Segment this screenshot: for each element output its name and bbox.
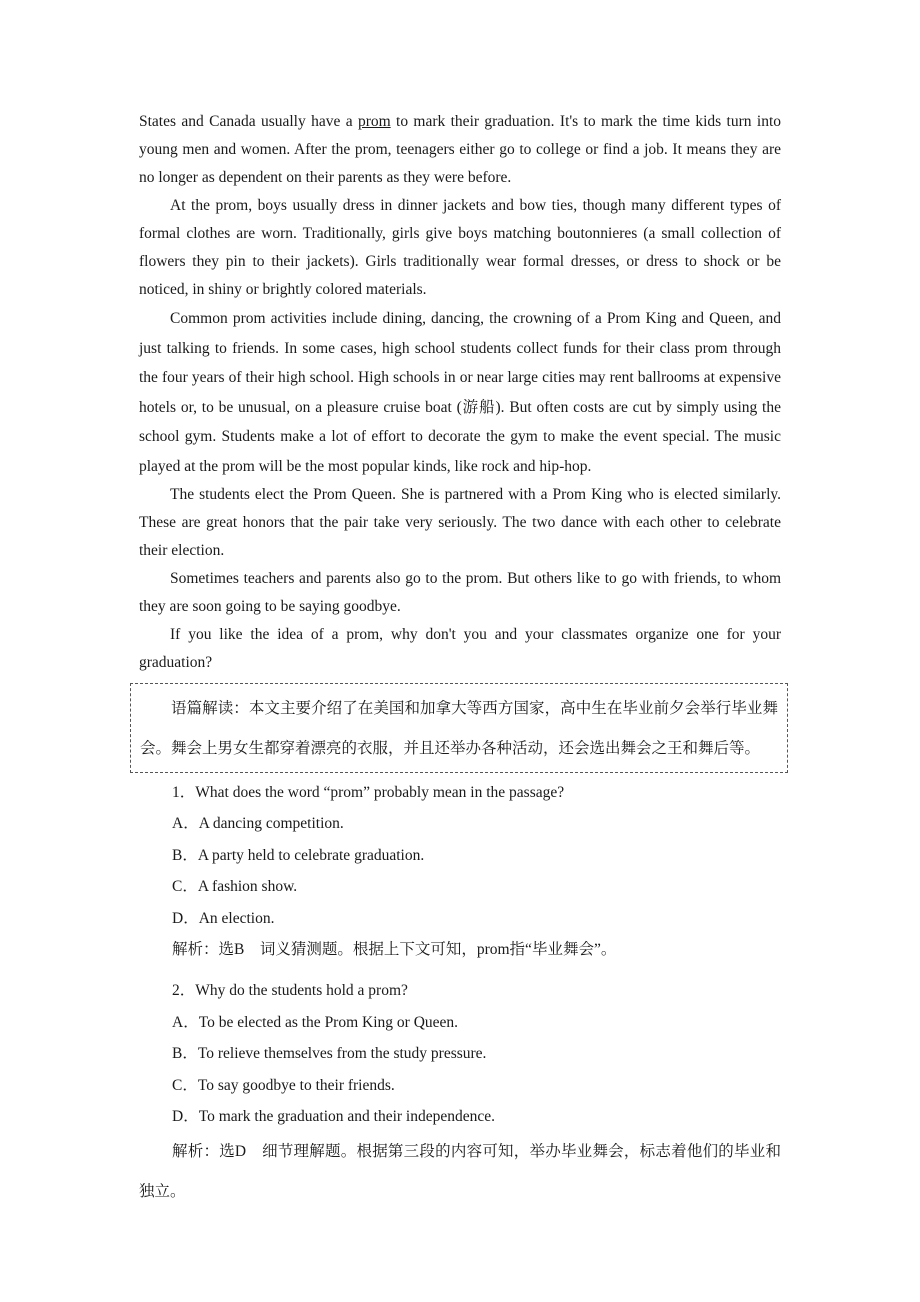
passage-paragraph-2: At the prom, boys usually dress in dinner jackets and bow ties, though many different types of formal clothes are worn. Traditionally, girls give boys matching boutonnieres (a small collection of flowers they pin to their jackets). Girls traditionally wear formal dresses, or dress to shock or be noticed, in shiny or brightly colored materials. bbox=[139, 197, 781, 298]
summary-box bbox=[130, 683, 788, 773]
passage-paragraph-3: Common prom activities include dining, dancing, the crowning of a Prom King and Queen, and just talking to friends. In some cases, high school students collect funds for their class prom through the four years of their high school. High schools in or near large cities may rent ballrooms at expensive hotels or, to be unusual, on a pleasure cruise boat (游船). But often costs are cut by simply using the school gym. Students make a lot of effort to decorate the gym to make the event special. The music played at the prom will be the most popular kinds, like rock and hip-hop. bbox=[139, 310, 781, 475]
summary-text: 语篇解读：本文主要介绍了在美国和加拿大等西方国家，高中生在毕业前夕会举行毕业舞会。舞会上男女生都穿着漂亮的衣服，并且还举办各种活动，还会选出舞会之王和舞后等。 bbox=[140, 699, 778, 757]
option-b: B．A party held to celebrate graduation. bbox=[172, 846, 425, 864]
passage-paragraph-6: If you like the idea of a prom, why don't you and your classmates organize one for your graduation? bbox=[139, 626, 781, 671]
analysis-text: 解析：选D 细节理解题。根据第三段的内容可知，举办毕业舞会，标志着他们的毕业和独立。 bbox=[139, 1143, 781, 1201]
option-b: B．To relieve themselves from the study pressure. bbox=[172, 1045, 487, 1063]
passage-paragraph-1 bbox=[139, 108, 781, 192]
question-2 bbox=[139, 975, 781, 1212]
question-stem: 2．Why do the students hold a prom? bbox=[172, 982, 408, 1000]
question-1 bbox=[139, 777, 781, 965]
underlined-word-prom: prom bbox=[357, 113, 391, 130]
option-a: A．To be elected as the Prom King or Queen. bbox=[172, 1013, 459, 1031]
passage-paragraph-4: The students elect the Prom Queen. She is partnered with a Prom King who is elected similarly. These are great honors that the pair take very seriously. The two dance with each other to celebrate their election. bbox=[139, 486, 781, 559]
paragraph-text: to mark their graduation. It's to mark the time kids turn into young men and women. After the prom, teenagers either go to college or find a job. It means they are no longer as dependent on their parents as they were before. bbox=[139, 113, 781, 186]
document-body bbox=[139, 108, 781, 1212]
analysis-text: 解析：选B 词义猜测题。根据上下文可知，prom指“毕业舞会”。 bbox=[172, 941, 617, 959]
option-d: D．To mark the graduation and their independence. bbox=[172, 1108, 496, 1126]
question-stem: 1．What does the word “prom” probably mean in the passage? bbox=[172, 784, 565, 801]
option-c: C．A fashion show. bbox=[172, 878, 298, 896]
option-a: A．A dancing competition. bbox=[172, 815, 344, 833]
option-d: D．An election. bbox=[172, 909, 275, 927]
paragraph-text: States and Canada usually have a bbox=[139, 113, 358, 130]
passage-paragraph-5: Sometimes teachers and parents also go to the prom. But others like to go with friends, to whom they are soon going to be saying goodbye. bbox=[139, 570, 781, 615]
option-c: C．To say goodbye to their friends. bbox=[172, 1076, 395, 1094]
